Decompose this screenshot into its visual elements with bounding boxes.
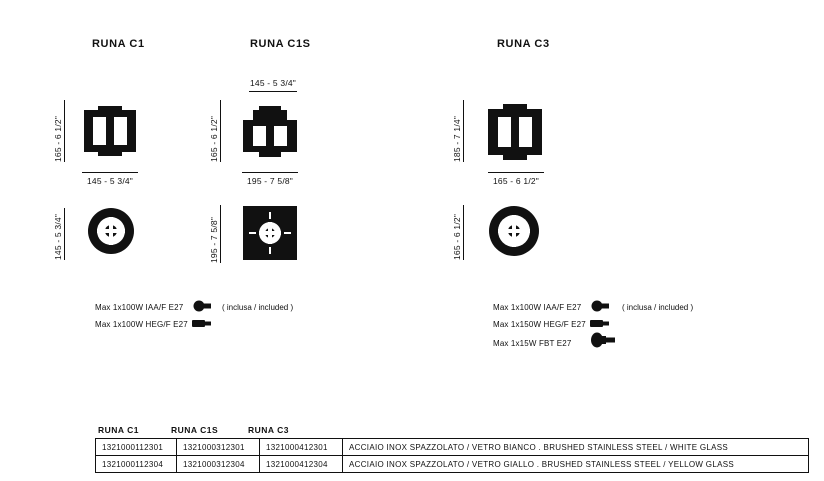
dim-vertical-c3-front <box>452 100 464 162</box>
lamp-label: Max 1x15W FBT E27 <box>493 339 572 348</box>
top-cap <box>503 104 527 110</box>
drawing-c3-front <box>488 104 542 160</box>
dim-label: 195 - 7 5/8" <box>209 216 219 263</box>
dim-vertical-c3-plan <box>452 205 464 260</box>
center-bar <box>266 126 274 146</box>
lamp-row-left-1 <box>95 303 183 312</box>
bulb-globe-icon <box>590 300 610 312</box>
center-bar <box>511 117 519 147</box>
bottom-cap <box>503 154 527 160</box>
lamp-row-left-2 <box>95 320 188 329</box>
drawing-c1s-front <box>243 106 297 160</box>
table-row <box>96 439 809 456</box>
code-header-c3: RUNA C3 <box>248 425 289 435</box>
dim-label: 145 - 5 3/4" <box>249 78 297 88</box>
product-title-c3: RUNA C3 <box>497 38 550 50</box>
dim-horizontal-c1s-top <box>238 78 308 95</box>
code-c1s: 1321000312304 <box>177 456 260 473</box>
top-cap <box>259 106 281 111</box>
dim-horizontal-c3-front <box>481 172 551 186</box>
left-bar <box>495 117 498 147</box>
spoke-horizontal <box>97 229 125 233</box>
dim-line <box>64 208 65 260</box>
lamp-label: Max 1x100W HEG/F E27 <box>95 320 188 329</box>
bottom-cap <box>98 151 122 156</box>
spoke-horizontal <box>259 231 281 235</box>
dim-horizontal-c1s-front <box>235 172 305 186</box>
dim-vertical-c1-front <box>53 100 65 162</box>
code-header-c1s: RUNA C1S <box>171 425 219 435</box>
dim-label: 165 - 6 1/2" <box>53 115 63 162</box>
drawing-c1-plan <box>88 208 134 254</box>
bulb-globe-icon <box>192 300 212 312</box>
dim-line <box>488 172 544 173</box>
dim-vertical-c1s-front <box>209 100 221 162</box>
dim-label: 145 - 5 3/4" <box>53 213 63 260</box>
bulb-tube-icon <box>192 319 212 328</box>
lamp-row-right-1 <box>493 303 581 312</box>
dim-label: 165 - 6 1/2" <box>209 115 219 162</box>
tick-right <box>284 232 291 234</box>
bulb-tube-icon <box>590 319 610 328</box>
dim-line <box>220 205 221 263</box>
dim-label: 165 - 6 1/2" <box>492 176 540 186</box>
code-c1: 1321000112301 <box>96 439 177 456</box>
lamp-row-right-2 <box>493 320 586 329</box>
center-bar <box>106 117 114 145</box>
right-bar <box>287 126 290 146</box>
dim-label: 145 - 5 3/4" <box>86 176 134 186</box>
lamp-label: Max 1x150W HEG/F E27 <box>493 320 586 329</box>
dim-vertical-c1s-plan <box>209 205 221 263</box>
product-title-c1: RUNA C1 <box>92 38 145 50</box>
left-bar <box>250 126 253 146</box>
bulb-fbt-icon <box>590 332 616 348</box>
dim-line <box>242 172 298 173</box>
drawing-c3-plan <box>489 206 539 256</box>
code-c3: 1321000412301 <box>260 439 343 456</box>
code-header-c1: RUNA C1 <box>98 425 139 435</box>
tick-left <box>249 232 256 234</box>
spoke-horizontal <box>498 229 530 233</box>
dim-label: 195 - 7 5/8" <box>246 176 294 186</box>
drawing-c1s-plan <box>243 206 297 260</box>
dim-line <box>82 172 138 173</box>
product-title-c1s: RUNA C1S <box>250 38 311 50</box>
lamp-label: Max 1x100W IAA/F E27 <box>95 303 184 312</box>
right-bar <box>532 117 535 147</box>
table-row <box>96 456 809 473</box>
lamp-note-right-1: ( inclusa / included ) <box>622 303 694 312</box>
tick-top <box>269 212 271 219</box>
dim-vertical-c1-plan <box>53 208 65 260</box>
lamp-label: Max 1x100W IAA/F E27 <box>493 303 582 312</box>
lamp-note-left-1: ( inclusa / included ) <box>222 303 294 312</box>
tick-bottom <box>269 247 271 254</box>
dim-line <box>249 91 297 92</box>
dim-label: 185 - 7 1/4" <box>452 115 462 162</box>
left-bar <box>90 117 93 145</box>
bottom-cap <box>259 152 281 157</box>
finish-description: ACCIAIO INOX SPAZZOLATO / VETRO BIANCO . BRUSHED STAINLESS STEEL / WHITE GLASS <box>343 439 809 456</box>
code-c1: 1321000112304 <box>96 456 177 473</box>
right-bar <box>127 117 130 145</box>
drawing-c1-front <box>84 106 136 156</box>
top-cap <box>98 106 122 111</box>
code-table <box>95 438 809 473</box>
upper-body <box>253 110 287 120</box>
dim-label: 165 - 6 1/2" <box>452 213 462 260</box>
dim-line <box>463 100 464 162</box>
dim-line <box>463 205 464 260</box>
finish-description: ACCIAIO INOX SPAZZOLATO / VETRO GIALLO . BRUSHED STAINLESS STEEL / YELLOW GLASS <box>343 456 809 473</box>
code-c3: 1321000412304 <box>260 456 343 473</box>
dim-horizontal-c1-front <box>78 172 142 186</box>
dim-line <box>64 100 65 162</box>
dim-line <box>220 100 221 162</box>
code-c1s: 1321000312301 <box>177 439 260 456</box>
lamp-row-right-3 <box>493 339 571 348</box>
